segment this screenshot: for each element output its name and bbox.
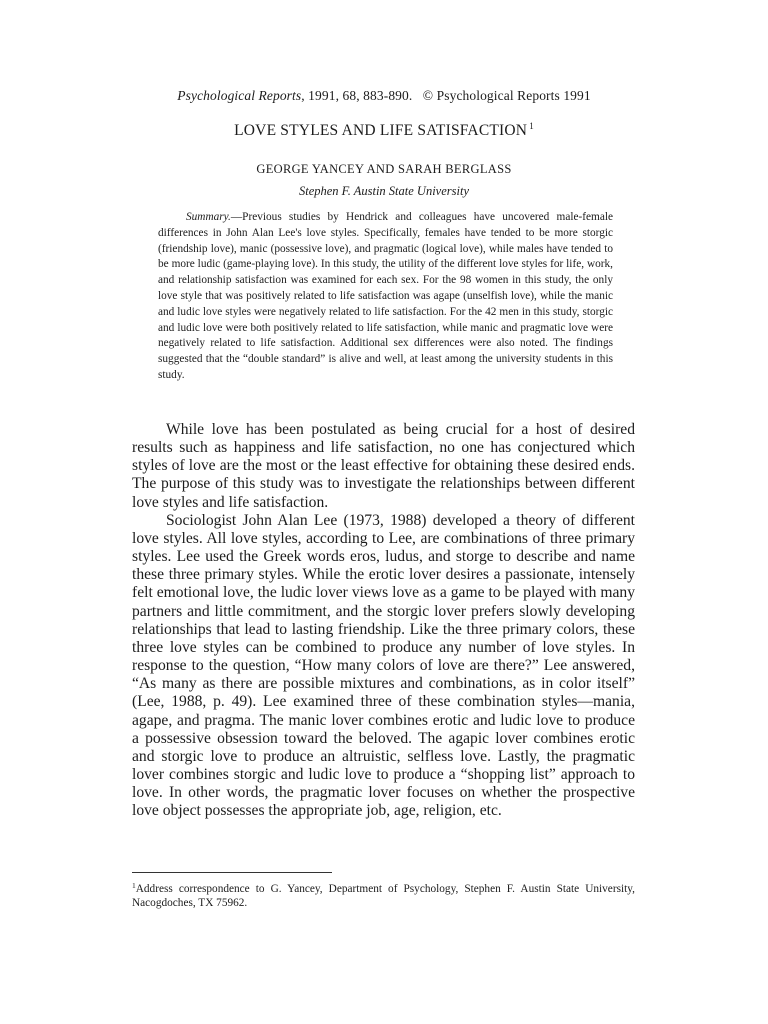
body-text — [132, 421, 635, 820]
journal-name: Psychological Reports — [177, 88, 302, 103]
footnote-divider — [132, 872, 332, 873]
footnote-marker: 1 — [132, 881, 136, 890]
summary-text: —Previous studies by Hendrick and colleagues have uncovered male-female differences in John Alan Lee's love styles. Specifically, females have tended to be more storgic (friendship love), manic (possessive love), and pragmatic (logical love), while males have tended to be more ludic (game-playing love). In this study, the utility of the different love styles for life, work, and relationship satisfaction was examined for each sex. For the 98 women in this study, the only love style that was positively related to life satisfaction was agape (unselfish love), while the manic and ludic love styles were negatively related to life satisfaction. For the 42 men in this study, storgic and ludic love were both positively related to life satisfaction, while manic and pragmatic love were negatively related to life satisfaction. Additional sex differences were also noted. The findings suggested that the “double standard” is alive and well, at least among the university students in this study. — [158, 211, 613, 381]
title-footnote-marker: 1 — [529, 121, 534, 131]
journal-citation: , 1991, 68, 883-890. — [301, 88, 413, 103]
summary-lead: Summary. — [186, 211, 231, 223]
body-paragraph: While love has been postulated as being crucial for a host of desired results such as happiness and life satisfaction, no one has conjectured which styles of love are the most or the least effective for obtaining these desired ends. The purpose of this study was to investigate the relationships between different love styles and life satisfaction. — [132, 421, 635, 511]
journal-header — [0, 88, 768, 104]
article-authors: GEORGE YANCEY AND SARAH BERGLASS — [256, 162, 512, 176]
body-paragraph: Sociologist John Alan Lee (1973, 1988) developed a theory of different love styles. All love styles, according to Lee, are combinations of three primary styles. Lee used the Greek words eros, ludus, and storge to describe and name these three primary styles. While the erotic lover desires a passionate, intensely felt emotional love, the ludic lover views love as a game to be played with many partners and little commitment, and the storgic lover prefers slowly developing relationships that lead to lasting friendship. Like the three primary colors, these three love styles can be combined to produce any number of love styles. In response to the question, “How many colors of love are there?” Lee answered, “As many as there are possible mixtures and combinations, as in color itself” (Lee, 1988, p. 49). Lee examined three of these combination styles—mania, agape, and pragma. The manic lover combines erotic and ludic love to produce a possessive obsession toward the beloved. The agapic lover combines erotic and storgic love to produce an altruistic, selfless love. Lastly, the pragmatic lover combines storgic and ludic love to produce a “shopping list” approach to love. In other words, the pragmatic lover focuses on whether the prospective love object possesses the appropriate job, age, religion, etc. — [132, 511, 635, 820]
footnote-text: Address correspondence to G. Yancey, Department of Psychology, Stephen F. Austin State University, Nacogdoches, TX 75962. — [132, 883, 635, 909]
abstract-summary — [158, 210, 613, 384]
article-affiliation: Stephen F. Austin State University — [298, 184, 469, 198]
article-title — [0, 121, 768, 140]
footnote — [132, 879, 635, 910]
article-title-text: LOVE STYLES AND LIFE SATISFACTION — [234, 122, 528, 139]
journal-copyright: © Psychological Reports 1991 — [422, 88, 591, 103]
